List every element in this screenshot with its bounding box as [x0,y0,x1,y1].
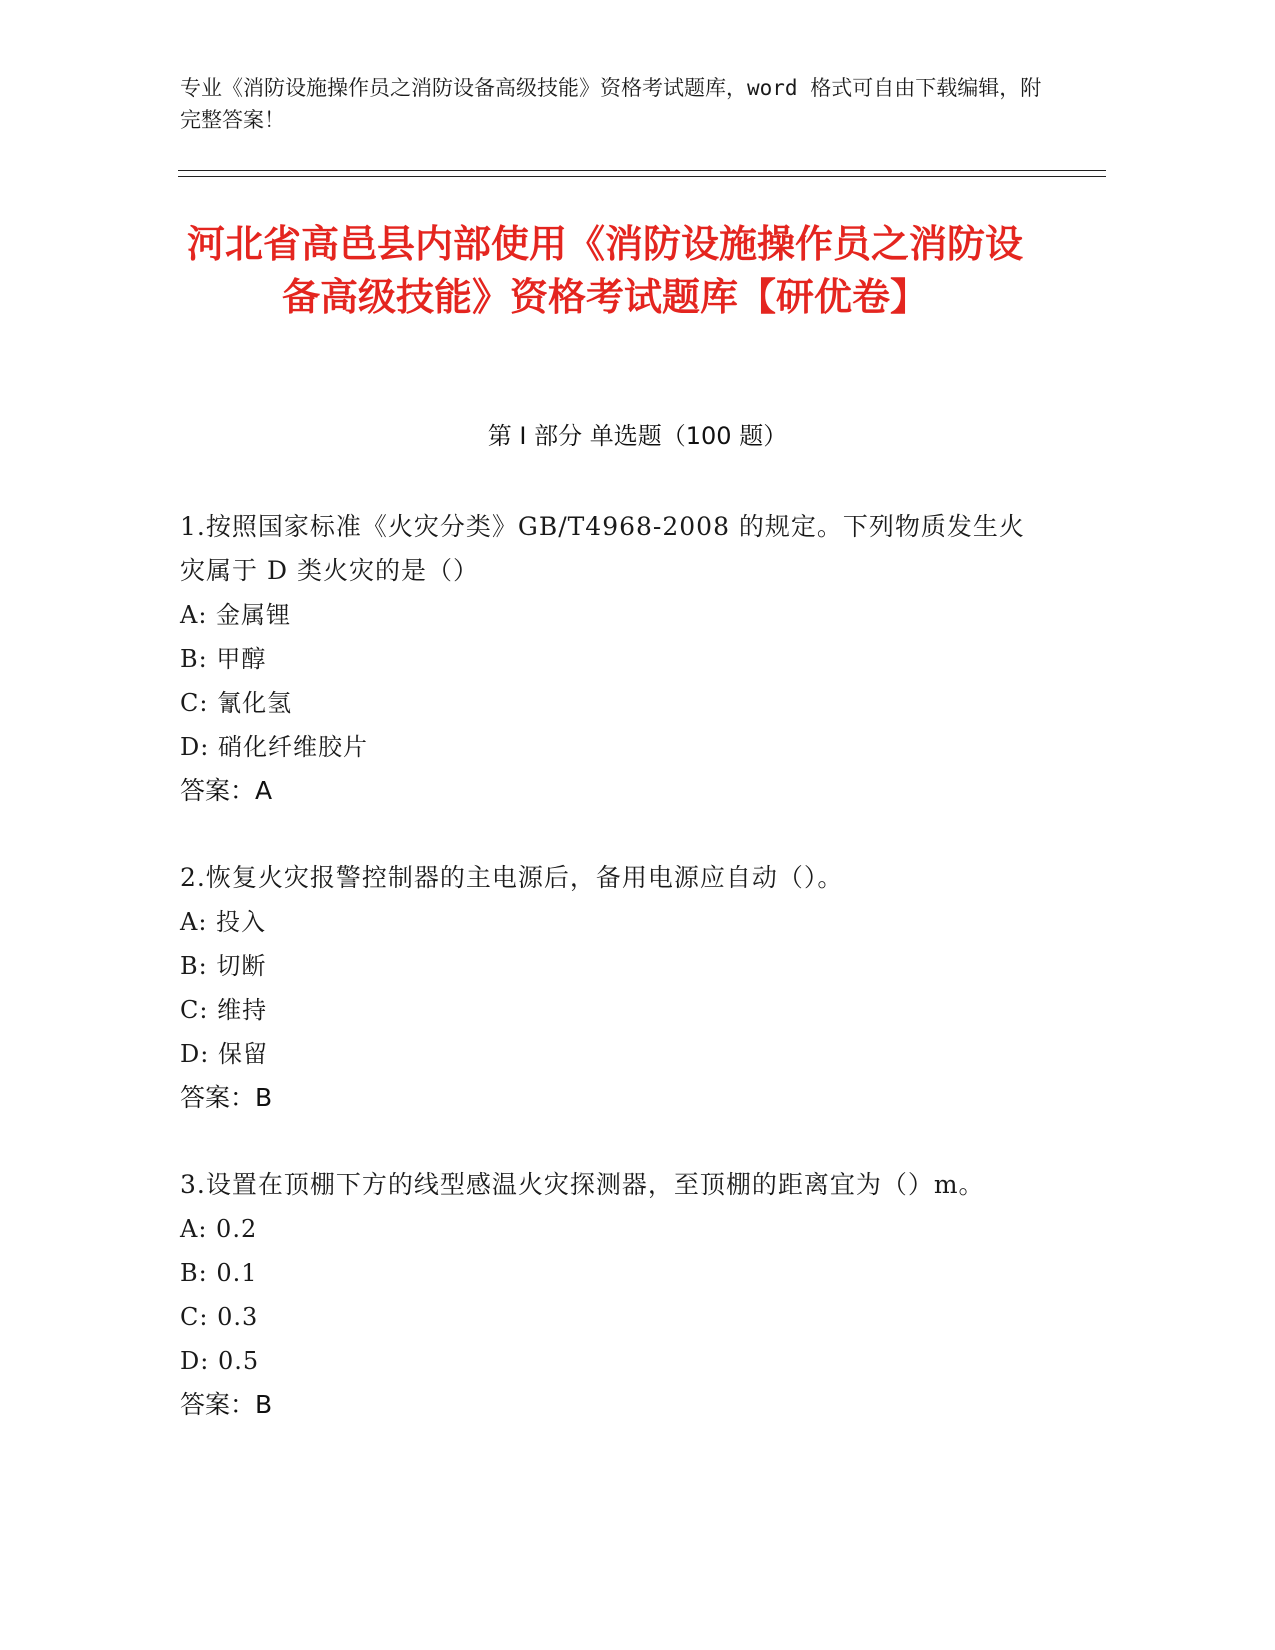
answer-label: 答案：A [180,776,273,805]
question-1 [180,505,1040,813]
header-divider-top [178,170,1106,171]
option-b: B: 切断 [180,952,267,980]
answer-label: 答案：B [180,1390,273,1419]
option-b: B: 0.1 [180,1259,258,1287]
option-c: C: 氰化氢 [180,689,293,717]
document-title: 河北省高邑县内部使用《消防设施操作员之消防设备高级技能》资格考试题库【研优卷】 [186,222,1023,319]
option-a: A: 金属锂 [180,601,292,629]
section-heading: 第 I 部分 单选题（100 题） [487,422,788,450]
question-stem: 3.设置在顶棚下方的线型感温火灾探测器，至顶棚的距离宜为（）m。 [180,1170,985,1199]
option-c: C: 0.3 [180,1303,259,1331]
option-a: A: 投入 [180,908,267,936]
header-divider-bottom [178,176,1106,177]
header-note: 专业《消防设施操作员之消防设备高级技能》资格考试题库，word 格式可自由下载编辑，附完整答案！ [180,76,1042,132]
option-b: B: 甲醇 [180,645,267,673]
question-3 [180,1163,1040,1427]
option-d: D: 硝化纤维胶片 [180,733,368,761]
answer-label: 答案：B [180,1083,273,1112]
option-d: D: 0.5 [180,1347,260,1375]
question-stem: 2.恢复火灾报警控制器的主电源后，备用电源应自动（）。 [180,863,844,892]
question-list [180,505,1040,1470]
option-c: C: 维持 [180,996,268,1024]
option-a: A: 0.2 [180,1215,258,1243]
question-2 [180,856,1040,1120]
option-d: D: 保留 [180,1040,268,1068]
question-stem: 1.按照国家标准《火灾分类》GB/T4968-2008 的规定。下列物质发生火灾属于 D 类火灾的是（） [180,512,1025,585]
